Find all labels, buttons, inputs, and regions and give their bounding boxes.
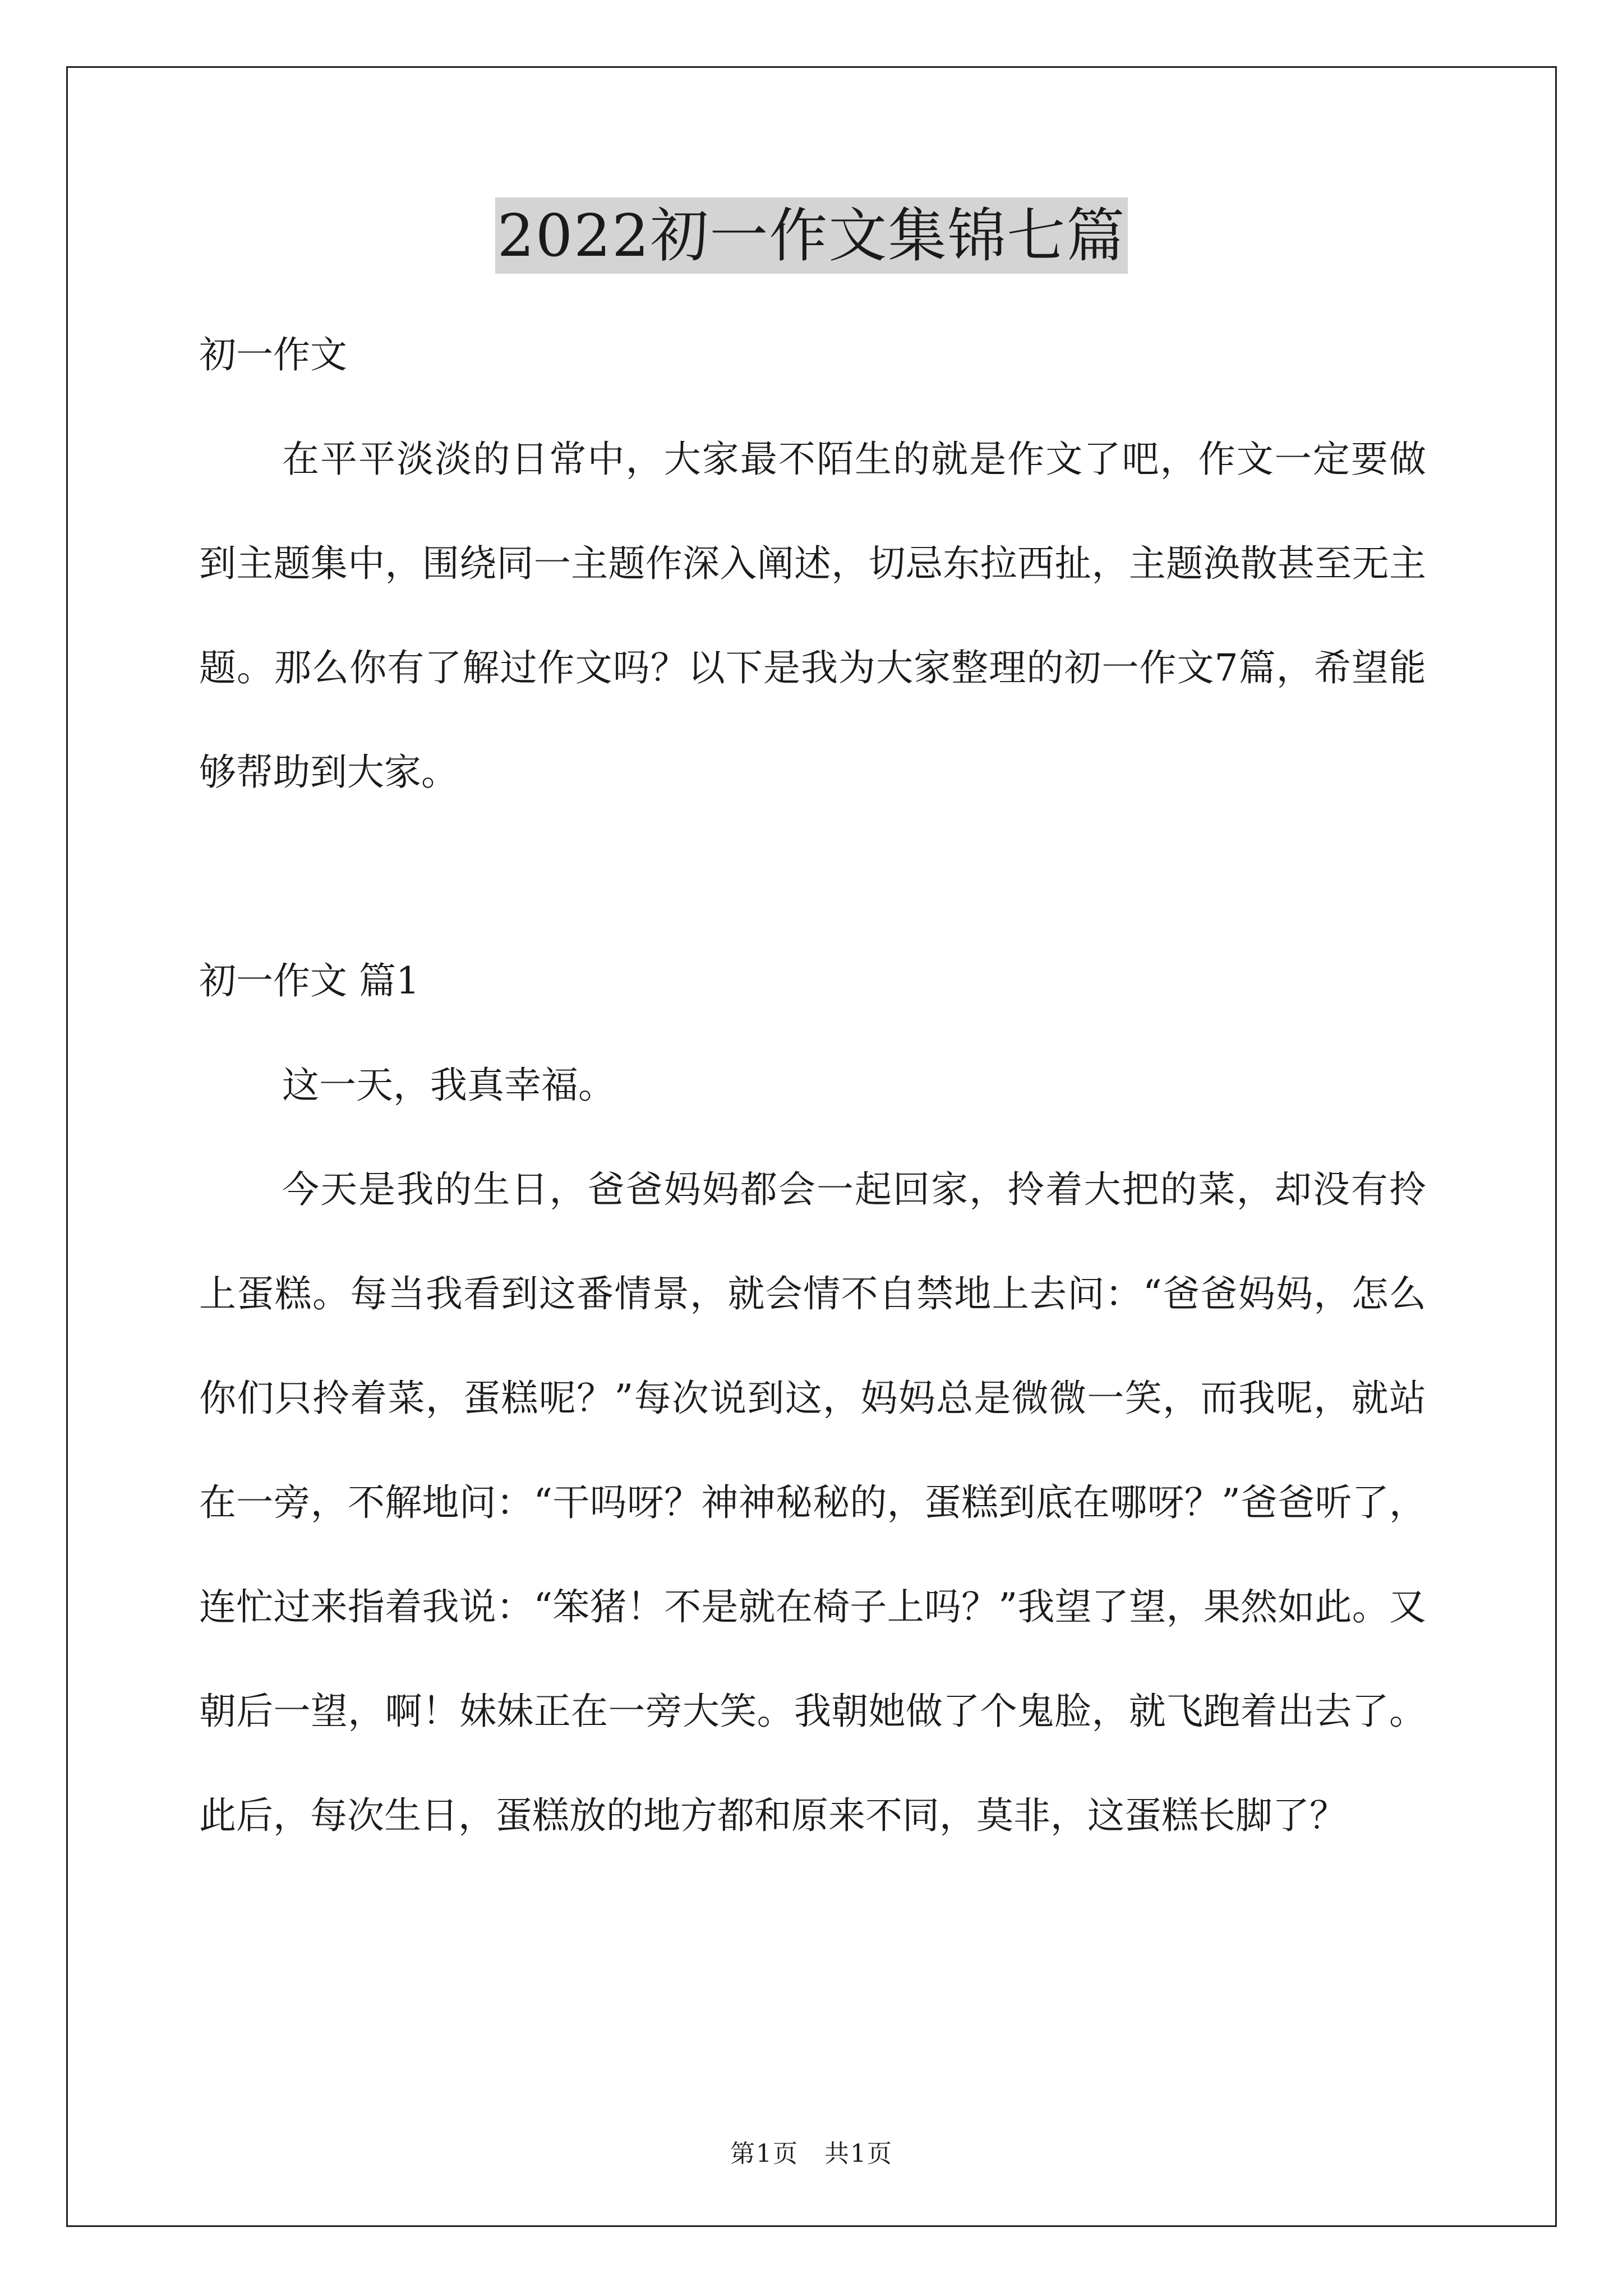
intro-heading: 初一作文 xyxy=(199,333,347,376)
intro-paragraph: 在平平淡淡的日常中，大家最不陌生的就是作文了吧，作文一定要做到主题集中，围绕同一主题作深入阐述，切忌东拉西扯，主题涣散甚至无主题。那么你有了解过作文吗？以下是我为大家整理的初一作文7篇，希望能够帮助到大家。 xyxy=(199,438,1426,794)
page-footer: 第1页 共1页 xyxy=(730,2139,893,2168)
title-container xyxy=(0,197,1623,274)
section-heading: 初一作文 篇1 xyxy=(199,959,419,1002)
document-title: 2022初一作文集锦七篇 xyxy=(495,197,1128,274)
body-paragraph: 今天是我的生日，爸爸妈妈都会一起回家，拎着大把的菜，却没有拎上蛋糕。每当我看到这番情景，就会情不自禁地上去问：“爸爸妈妈，怎么你们只拎着菜，蛋糕呢？”每次说到这，妈妈总是微微一笑，而我呢，就站在一旁，不解地问：“干吗呀？神神秘秘的，蛋糕到底在哪呀？”爸爸听了，连忙过来指着我说：“笨猪！不是就在椅子上吗？”我望了望，果然如此。又朝后一望，啊！妹妹正在一旁大笑。我朝她做了个鬼脸，就飞跑着出去了。此后，每次生日，蛋糕放的地方都和原来不同，莫非，这蛋糕长脚了？ xyxy=(199,1168,1426,1837)
body-paragraph: 这一天，我真幸福。 xyxy=(282,1064,615,1107)
document-body xyxy=(199,303,1426,1868)
